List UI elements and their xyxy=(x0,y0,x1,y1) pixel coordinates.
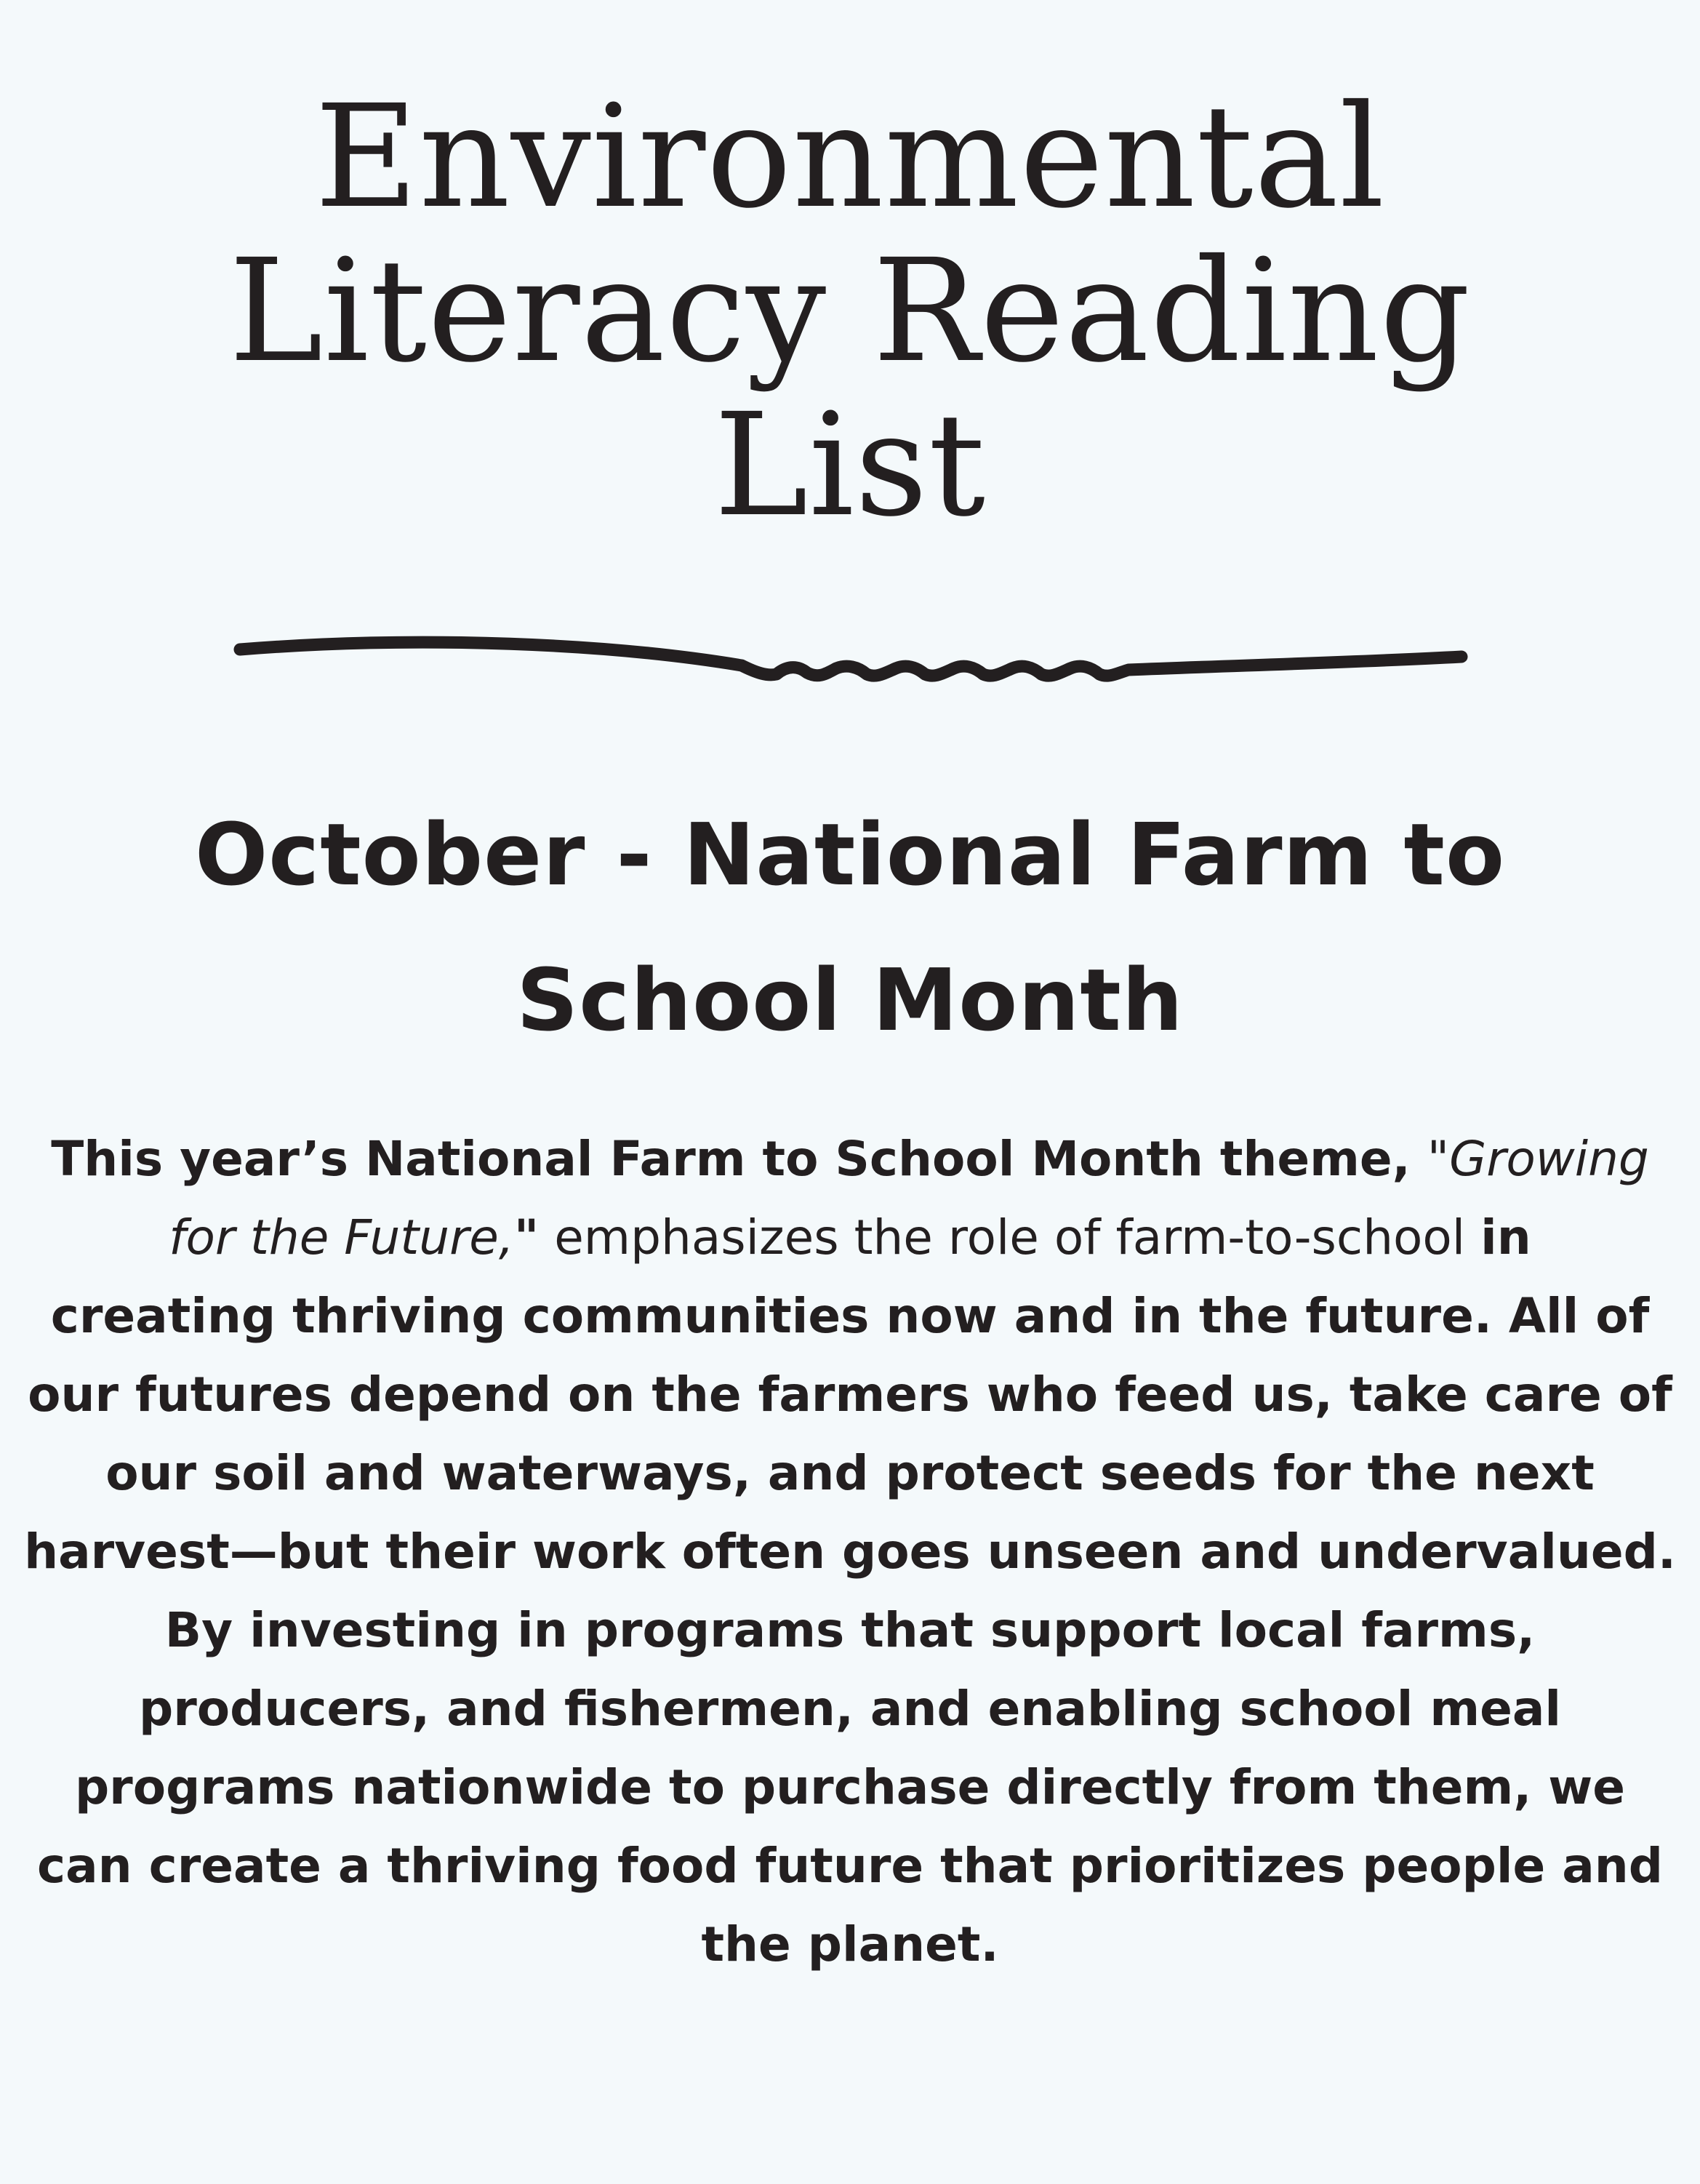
body-line-3: creating thriving communities now and in the future. All of xyxy=(50,1288,1650,1344)
month-heading-line-2: School Month xyxy=(516,950,1184,1050)
body-line-8: producers, and fishermen, and enabling school meal xyxy=(138,1681,1562,1737)
body-line-10: can create a thriving food future that prioritizes people and xyxy=(37,1838,1663,1894)
body-line-5: our soil and waterways, and protect seeds for the next xyxy=(105,1445,1595,1501)
month-heading xyxy=(0,782,1700,1073)
title-line-3: List xyxy=(713,383,987,548)
theme-quote-end: for the Future, xyxy=(169,1209,514,1265)
body-line-6: harvest—but their work often goes unseen and undervalued. xyxy=(24,1524,1676,1580)
page-title xyxy=(0,74,1700,548)
wavy-line-divider-icon xyxy=(233,622,1469,695)
title-line-1: Environmental xyxy=(314,74,1386,239)
body-line-2-bold: in xyxy=(1480,1209,1531,1265)
theme-quote-start: "Growing xyxy=(1427,1131,1649,1187)
quote-mark: " xyxy=(513,1209,540,1265)
theme-description xyxy=(0,1120,1700,1984)
body-line-2 xyxy=(0,1199,1700,1277)
body-line-11: the planet. xyxy=(701,1916,999,1972)
body-line-1-bold: This year’s National Farm to School Month theme, xyxy=(51,1131,1427,1187)
body-line-4: our futures depend on the farmers who feed us, take care of xyxy=(28,1367,1672,1423)
body-line-9: programs nationwide to purchase directly from them, we xyxy=(74,1759,1626,1815)
body-line-2-regular: emphasizes the role of farm-to-school xyxy=(539,1209,1481,1265)
body-line-7: By investing in programs that support local farms, xyxy=(164,1602,1536,1658)
title-line-2: Literacy Reading xyxy=(228,228,1472,393)
body-line-1 xyxy=(0,1120,1700,1199)
month-heading-line-1: October - National Farm to xyxy=(194,804,1506,905)
